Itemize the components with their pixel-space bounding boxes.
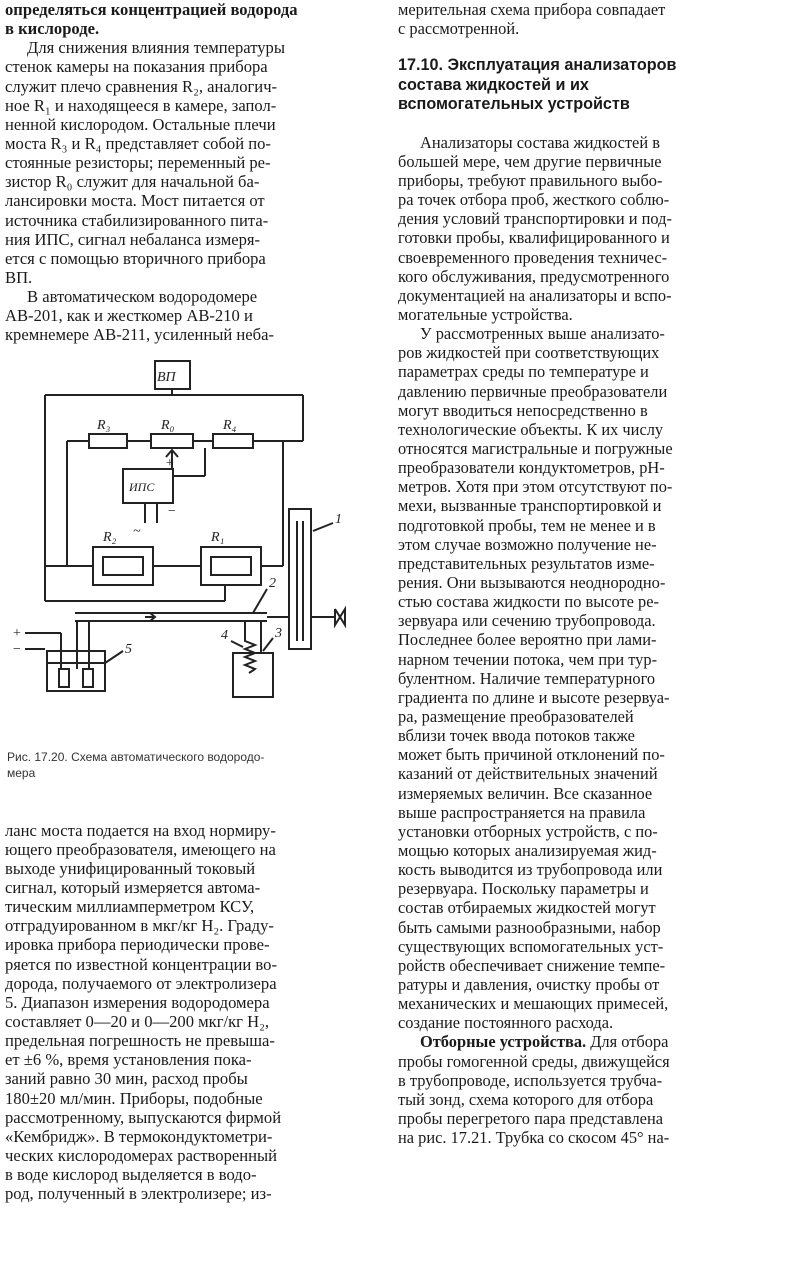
text-line: заний равно 30 мин, расход пробы — [5, 1069, 248, 1089]
text-line: технологические объекты. К их числу — [398, 419, 664, 439]
text-line: кремнемере АВ-211, усиленный неба- — [5, 325, 274, 345]
text-line: измеряемых величин. Все сказанное — [398, 783, 653, 803]
callout-3: 3 — [275, 625, 282, 641]
text-line: ния ИПС, сигнал небаланса измеря- — [5, 229, 261, 249]
text-line: готовки пробы, квалифицированного и — [398, 228, 670, 248]
text-line: зистор R₀ служит для начальной ба- — [5, 172, 260, 192]
run-in-heading: Отборные устройства. — [420, 1032, 587, 1052]
text-line: метров. Хотя при этом отсутствуют по- — [398, 477, 673, 497]
r4-label: R₄ — [223, 417, 237, 433]
text-line: выше распространяется на правила — [398, 802, 646, 822]
text-line: ланс моста подается на вход нормиру- — [5, 820, 276, 840]
text-line: дения условий транспортировки и под- — [398, 209, 672, 229]
r0-label: R₀ — [161, 417, 175, 433]
text-line: нарном течении потока, чем при тур- — [398, 649, 658, 669]
ips-plus-label: + — [165, 455, 175, 471]
text-line: приборы, требуют правильного выбо- — [398, 171, 663, 191]
text-line: на рис. 17.21. Трубка со скосом 45° на- — [398, 1128, 670, 1148]
text-line: тый зонд, схема которого для отбора — [398, 1089, 654, 1109]
text-line: стью состава жидкости по высоте ре- — [398, 592, 659, 612]
text-line: преобразователи кондуктометров, pH- — [398, 458, 665, 478]
text-line: ное R₁ и находящееся в камере, запол- — [5, 95, 277, 115]
figure-17-20 — [5, 351, 387, 749]
text-line: создание постоянного расхода. — [398, 1013, 614, 1033]
text-line: рения. Они вызываются неоднородно- — [398, 573, 666, 593]
r1-label: R₁ — [211, 529, 225, 545]
text-line: ра, размещение преобразователей — [398, 707, 634, 726]
text-line: булентном. Наличие температурного — [398, 668, 656, 688]
text-line: Для снижения влияния температуры — [27, 38, 285, 58]
text-line: этом случае возможно получение не- — [398, 534, 657, 554]
right-column — [398, 0, 789, 1147]
text-line: «Кембридж». В термокондуктометри- — [5, 1126, 273, 1146]
text-line: мерительная схема прибора совпадает — [398, 0, 666, 19]
text-line: могут вводиться непосредственно в — [398, 400, 648, 420]
r4-resistor — [213, 434, 253, 448]
section-heading-line: состава жидкостей и их — [398, 75, 589, 94]
text-line: стоянные резисторы; переменный ре- — [5, 153, 271, 173]
text-line: относятся магистральные и погружные — [398, 439, 673, 459]
text-line: в трубопроводе, используется трубча- — [398, 1070, 663, 1090]
text-line: служит плечо сравнения R₂, аналогич- — [5, 76, 278, 96]
text-line: представительных результатов изме- — [398, 553, 655, 573]
text-line — [398, 1032, 789, 1051]
text-line: 5. Диапазон измерения водородомера — [5, 992, 270, 1012]
r0-resistor — [151, 434, 193, 448]
text-line: ет ±6 %, время установления пока- — [5, 1050, 252, 1070]
text-line: давлению первичные преобразователи — [398, 381, 668, 401]
text-line: документацией на анализаторы и вспо- — [398, 285, 672, 305]
text-line: лансировки моста. Мост питается от — [5, 191, 265, 211]
text-line: ется с помощью вторичного прибора — [5, 248, 266, 268]
text-line: вблизи точек ввода потоков также — [398, 726, 635, 746]
text-line: ров жидкостей при соответствующих — [398, 343, 660, 363]
text-line: мехи, вызванные транспортировкой и — [398, 496, 662, 516]
left-text-top — [5, 0, 387, 345]
text-line: существующих вспомогательных уст- — [398, 936, 664, 956]
text-line: стенок камеры на показания прибора — [5, 57, 268, 77]
text-line: отградуированном в мкг/кг H₂. Граду- — [5, 916, 274, 936]
input-plus-label: + — [13, 625, 21, 641]
caption-line: Рис. 17.20. Схема автоматического водородо- — [7, 749, 265, 764]
text-line: ратуры и давления, очистку пробы от — [398, 974, 660, 994]
text-line: в кислороде. — [5, 19, 100, 39]
text-line: моста R₃ и R₄ представляет собой по- — [5, 133, 271, 153]
flowmeter-1 — [289, 509, 311, 649]
text-line: пробы перегретого пара представлена — [398, 1108, 663, 1128]
text-line: АВ-201, как и жесткомер АВ-210 и — [5, 306, 253, 326]
left-text-bottom — [5, 821, 387, 1204]
text-line: дорода, получаемого от электролизера — [5, 973, 277, 993]
section-heading — [398, 56, 789, 115]
text-line: Последнее более вероятно при лами- — [398, 630, 657, 650]
text-line: могательные устройства. — [398, 305, 573, 325]
text-line: резервуара. Поскольку параметры и — [398, 879, 649, 899]
text-line: ировка прибора периодически прове- — [5, 935, 270, 955]
callout-1: 1 — [335, 511, 342, 527]
text-line: в воде кислород выделяется в водо- — [5, 1165, 257, 1185]
text-line: составляет 0—20 и 0—200 мкг/кг H₂, — [5, 1011, 270, 1031]
text-line: ройств обеспечивает снижение темпе- — [398, 955, 666, 975]
callout-5: 5 — [125, 641, 132, 657]
r3-label: R₃ — [97, 417, 111, 433]
text-line: ВП. — [5, 267, 33, 287]
text-line: определяться концентрацией водорода — [5, 0, 298, 19]
caption-line: мера — [7, 765, 36, 780]
text-line: градиента по длине и высоте резервуа- — [398, 687, 670, 707]
text-line: быть самыми разнообразными, набор — [398, 917, 661, 937]
ac-label: ~ — [133, 523, 141, 539]
text-line: установки отборных устройств, с по- — [398, 821, 658, 841]
text-line: Анализаторы состава жидкостей в — [420, 132, 660, 152]
text-line: В автоматическом водородомере — [27, 287, 258, 307]
text-line: выходе унифицированный токовый — [5, 858, 256, 878]
text-line: казаний от действительных значений — [398, 764, 658, 784]
right-text-body — [398, 133, 789, 1147]
ips-minus-label: − — [167, 503, 177, 519]
callout-2: 2 — [269, 575, 276, 591]
text-line: пробы гомогенной среды, движущейся — [398, 1051, 670, 1071]
text-line: источника стабилизированного пита- — [5, 210, 269, 230]
text-line: подготовкой пробы, тем не менее и в — [398, 515, 656, 535]
text-line: механических и мешающих примесей, — [398, 994, 669, 1014]
text-run: Для отбора — [586, 1032, 669, 1052]
text-line: с рассмотренной. — [398, 19, 520, 39]
text-line: предельная погрешность не превыша- — [5, 1031, 275, 1051]
text-line: большей мере, чем другие первичные — [398, 151, 662, 171]
text-line: кого обслуживания, предусмотренного — [398, 266, 670, 286]
text-line: своевременного проведения техничес- — [398, 247, 668, 267]
section-heading-line: вспомогательных устройств — [398, 95, 630, 114]
right-text-intro — [398, 0, 789, 38]
text-line: параметрах среды по температуре и — [398, 362, 649, 382]
text-line: зервуара или сечению трубопровода. — [398, 611, 656, 631]
vp-label: ВП — [157, 369, 176, 385]
text-line: 180±20 мл/мин. Приборы, подобные — [5, 1088, 263, 1108]
section-heading-line: 17.10. Эксплуатация анализаторов — [398, 56, 677, 75]
ips-label: ИПС — [129, 479, 155, 494]
hydrogen-meter-diagram — [5, 351, 387, 749]
text-line: сигнал, который измеряется автома- — [5, 877, 261, 897]
text-line: мощью которых анализируемая жид- — [398, 840, 657, 860]
text-line: может быть причиной отклонений по- — [398, 745, 665, 765]
text-line: ненной кислородом. Остальные плечи — [5, 114, 276, 134]
r3-resistor — [89, 434, 127, 448]
r2-label: R₂ — [103, 529, 117, 545]
text-line: ющего преобразователя, имеющего на — [5, 839, 276, 859]
text-line: род, полученный в электролизере; из- — [5, 1184, 272, 1204]
figure-caption — [5, 749, 387, 781]
callout-4: 4 — [221, 627, 228, 643]
input-minus-label: − — [13, 641, 21, 657]
text-line: тическим миллиамперметром КСУ, — [5, 897, 255, 917]
text-line: ряется по известной концентрации во- — [5, 954, 277, 974]
text-line: ра точек отбора проб, жесткого соблю- — [398, 190, 670, 210]
text-line: ческих кислородомерах растворенный — [5, 1145, 278, 1165]
text-line: рассмотренному, выпускаются фирмой — [5, 1107, 282, 1127]
text-line: кость выводится из трубопровода или — [398, 860, 663, 880]
text-line: У рассмотренных выше анализато- — [420, 324, 665, 344]
left-column — [5, 0, 387, 1203]
text-line: состав отбираемых жидкостей могут — [398, 898, 656, 918]
